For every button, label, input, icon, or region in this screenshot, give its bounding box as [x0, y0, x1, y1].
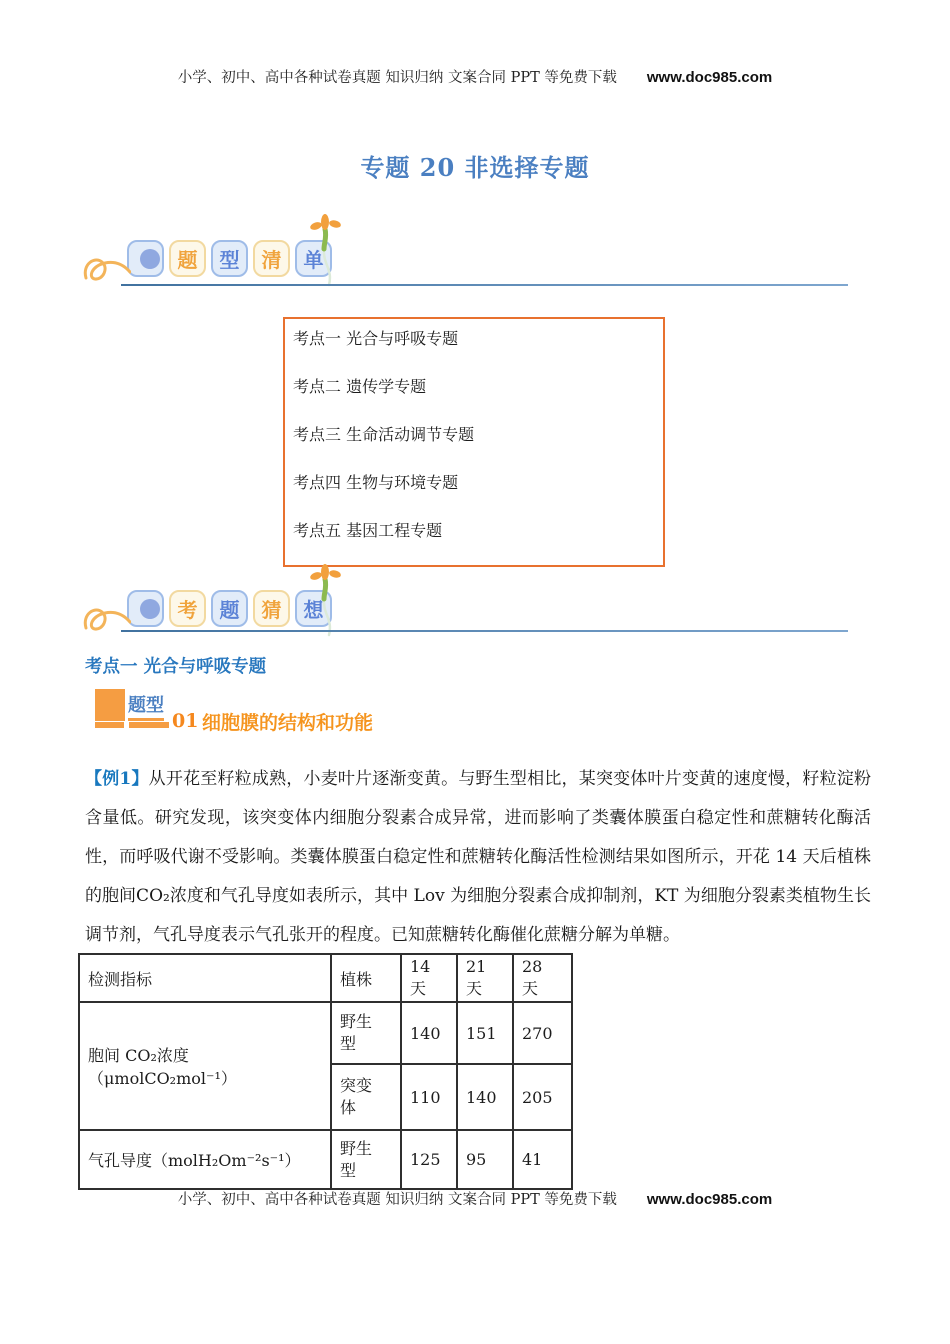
table-header-cell: 植株: [331, 954, 401, 1002]
table-header-cell: 检测指标: [79, 954, 331, 1002]
header-site-link[interactable]: www.doc985.com: [646, 69, 773, 86]
example-tag: 【例1】: [85, 769, 149, 789]
table-row: [79, 1130, 572, 1189]
orange-square-icon: [95, 689, 125, 721]
topic-item: 考点三 生命活动调节专题: [293, 425, 475, 444]
value-cell: 140: [457, 1064, 513, 1130]
banner-char-tile: [169, 590, 206, 627]
banner-char: 题: [177, 250, 198, 272]
banner-char: 题: [219, 600, 240, 622]
banner-bullet-tile: [127, 590, 164, 627]
plant-cell: 野生型: [331, 1130, 401, 1189]
topic-list-box: [283, 317, 665, 567]
topic-item: 考点二 遗传学专题: [293, 377, 427, 396]
question-type-label: 题型: [128, 691, 164, 721]
question-type-logo: [95, 689, 595, 737]
page-title: 专题 20 非选择专题: [360, 153, 590, 182]
banner-char: 清: [261, 250, 282, 272]
value-cell: 151: [457, 1002, 513, 1064]
plant-cell: 野生型: [331, 1002, 401, 1064]
banner-char: 单: [303, 250, 324, 272]
indicator-cell: 气孔导度（molH₂Om⁻²s⁻¹）: [79, 1130, 331, 1189]
value-cell: 125: [401, 1130, 457, 1189]
question-type-title: 细胞膜的结构和功能: [202, 713, 374, 734]
page-header: [0, 66, 950, 87]
footer-promo-text: 小学、初中、高中各种试卷真题 知识归纳 文案合同 PPT 等免费下载: [177, 1192, 617, 1208]
topic-item: 考点四 生物与环境专题: [293, 473, 459, 492]
value-cell: 41: [513, 1130, 572, 1189]
banner-exam-question-guess: [127, 590, 332, 627]
topic-item: 考点五 基因工程专题: [293, 521, 443, 540]
table-header-row: [79, 954, 572, 1002]
section-heading: 考点一 光合与呼吸专题: [85, 657, 267, 677]
circle-icon: [140, 599, 160, 619]
table-header-cell: 21 天: [457, 954, 513, 1002]
example-paragraph: [85, 760, 871, 955]
footer-site-link[interactable]: www.doc985.com: [646, 1191, 773, 1208]
squiggle-icon: [83, 598, 131, 640]
value-cell: 110: [401, 1064, 457, 1130]
circle-icon: [140, 249, 160, 269]
question-type-number: 01: [172, 710, 199, 732]
banner-char-tile: [169, 240, 206, 277]
table-row: [79, 1002, 572, 1064]
banner-char: 猜: [261, 600, 282, 622]
underline-bar-icon: [129, 722, 169, 728]
banner-char: 考: [177, 600, 198, 622]
banner-char-tile: [211, 590, 248, 627]
example-text: 从开花至籽粒成熟，小麦叶片逐渐变黄。与野生型相比，某突变体叶片变黄的速度慢，籽粒淀粉含量低。研究发现，该突变体内细胞分裂素合成异常，进而影响了类囊体膜蛋白稳定性和蔗糖转化酶活性，而呼吸代谢不受影响。类囊体膜蛋白稳定性和蔗糖转化酶活性检测结果如图所示，开花 14 天后植株的胞间CO₂浓度和气孔导度如表所示，其中 Lov 为细胞分裂素合成抑制剂，KT 为细胞分裂素类植物生长调节剂，气孔导度表示气孔张开的程度。已知蔗糖转化酶催化蔗糖分解为单糖。: [85, 769, 871, 945]
flower-sprout-icon: [309, 213, 343, 291]
topic-item: 考点一 光合与呼吸专题: [293, 329, 459, 348]
banner-char-tile: [253, 240, 290, 277]
value-cell: 270: [513, 1002, 572, 1064]
plant-cell: 突变体: [331, 1064, 401, 1130]
value-cell: 140: [401, 1002, 457, 1064]
banner-char: 想: [303, 600, 324, 622]
value-cell: 95: [457, 1130, 513, 1189]
table-header-cell: 14 天: [401, 954, 457, 1002]
banner-char: 型: [219, 250, 240, 272]
page-footer: [0, 1188, 950, 1209]
section-divider-line: [121, 284, 848, 286]
indicator-cell: 胞间 CO₂浓度（μmolCO₂mol⁻¹）: [79, 1002, 331, 1130]
banner-question-type-list: [127, 240, 332, 277]
section-divider-line: [121, 630, 848, 632]
value-cell: 205: [513, 1064, 572, 1130]
underline-bar-icon: [95, 722, 124, 728]
header-promo-text: 小学、初中、高中各种试卷真题 知识归纳 文案合同 PPT 等免费下载: [177, 70, 617, 86]
banner-char-tile: [253, 590, 290, 627]
measurement-table: [78, 953, 573, 1190]
table-header-cell: 28 天: [513, 954, 572, 1002]
banner-bullet-tile: [127, 240, 164, 277]
banner-char-tile: [211, 240, 248, 277]
